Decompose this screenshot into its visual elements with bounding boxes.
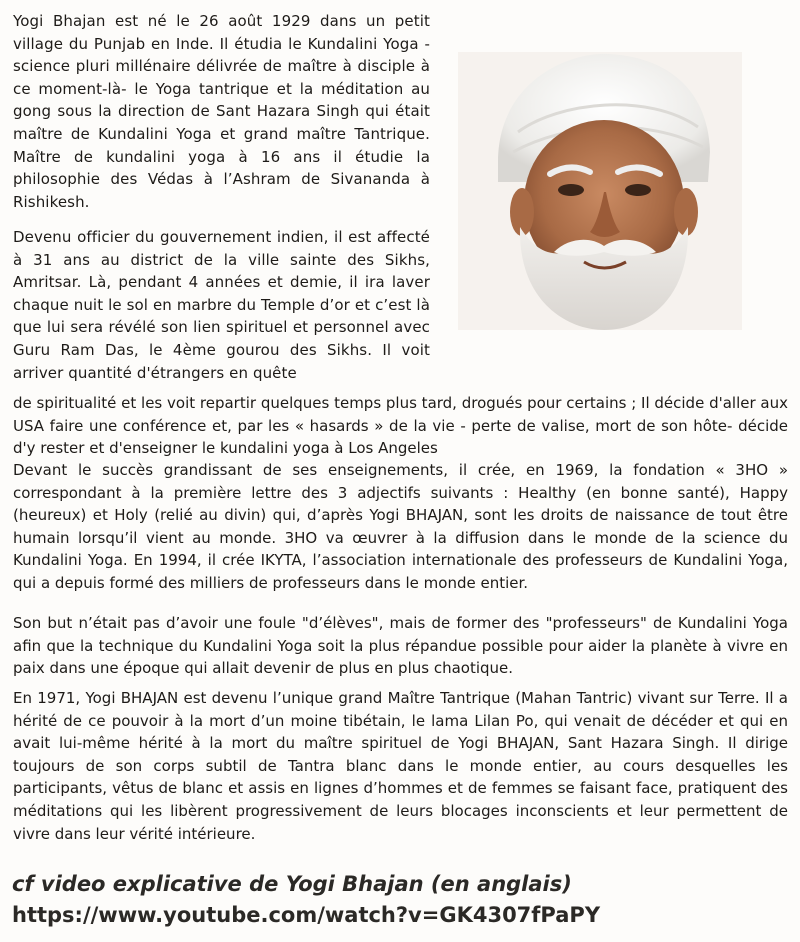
video-caption: cf video explicative de Yogi Bhajan (en anglais) xyxy=(12,872,572,896)
officer-paragraph-wide: de spiritualité et les voit repartir quelques temps plus tard, drogués pour certains ; Il décide d'aller aux USA faire une conférence et, par les « hasards » de la vie - perte de valise, mort de son hôte- décide d'y rester et d'enseigner le kundalini yoga à Los Angeles xyxy=(13,394,788,458)
goal-paragraph: Son but n’était pas d’avoir une foule "d’élèves", mais de former des "professeurs" de Kundalini Yoga afin que la technique du Kundalini Yoga soit la plus répandue possible pour aider la planète à vivre en paix dans une époque qui allait devenir de plus en plus chaotique. xyxy=(13,614,788,678)
foundation-paragraph: Devant le succès grandissant de ses enseignements, il crée, en 1969, la fondation « 3HO » correspondant à la première lettre des 3 adjectifs suivants : Healthy (en bonne santé), Happy (heureux) et Holy (relié au divin) qui, d’après Yogi BHAJAN, sont les droits de naissance de tout être humain lorsqu’il vient au monde. 3HO va œuvrer à la diffusion dans le monde de la science du Kundalini Yoga. En 1994, il crée IKYTA, l’association internationale des professeurs de Kundalini Yoga, qui a depuis formé des milliers de professeurs dans le monde entier. xyxy=(13,461,788,592)
video-link[interactable]: https://www.youtube.com/watch?v=GK4307fPaPY xyxy=(12,903,601,927)
intro-paragraph: Yogi Bhajan est né le 26 août 1929 dans un petit village du Punjab en Inde. Il étudia le Kundalini Yoga - science pluri millénaire délivrée de maître à disciple à ce moment-là- le Yoga tantrique et la méditation au gong sous la direction de Sant Hazara Singh qui était maître de Kundalini Yoga et grand maître Tantrique. Maître de kundalini yoga à 16 ans il étudie la philosophie des Védas à l’Ashram de Sivananda à Rishikesh. xyxy=(13,12,430,211)
tantric-paragraph: En 1971, Yogi BHAJAN est devenu l’unique grand Maître Tantrique (Mahan Tantric) vivant sur Terre. Il a hérité de ce pouvoir à la mort d’un moine tibétain, le lama Lilan Po, qui venait de décéder et qui en avait lui-même hérité à la mort du maître spirituel de Yogi BHAJAN, Sant Hazara Singh. Il dirige toujours de son corps subtil de Tantra blanc dans le monde entier, au cours desquelles les participants, vêtus de blanc et assis en lignes d’hommes et de femmes se faisant face, pratiquent des méditations qui les libèrent progressivement de leurs blocages inconscients et leur permettent de vivre dans leur vérité intérieure. xyxy=(13,689,788,843)
portrait-photo xyxy=(458,52,742,330)
officer-paragraph-narrow: Devenu officier du gouvernement indien, il est affecté à 31 ans au district de la ville sainte des Sikhs, Amritsar. Là, pendant 4 années et demie, il ira laver chaque nuit le sol en marbre du Temple d’or et c’est là que lui sera révélé son lien spirituel et personnel avec Guru Ram Das, le 4ème gourou des Sikhs. Il voit arriver quantité d'étrangers en quête xyxy=(13,228,430,382)
